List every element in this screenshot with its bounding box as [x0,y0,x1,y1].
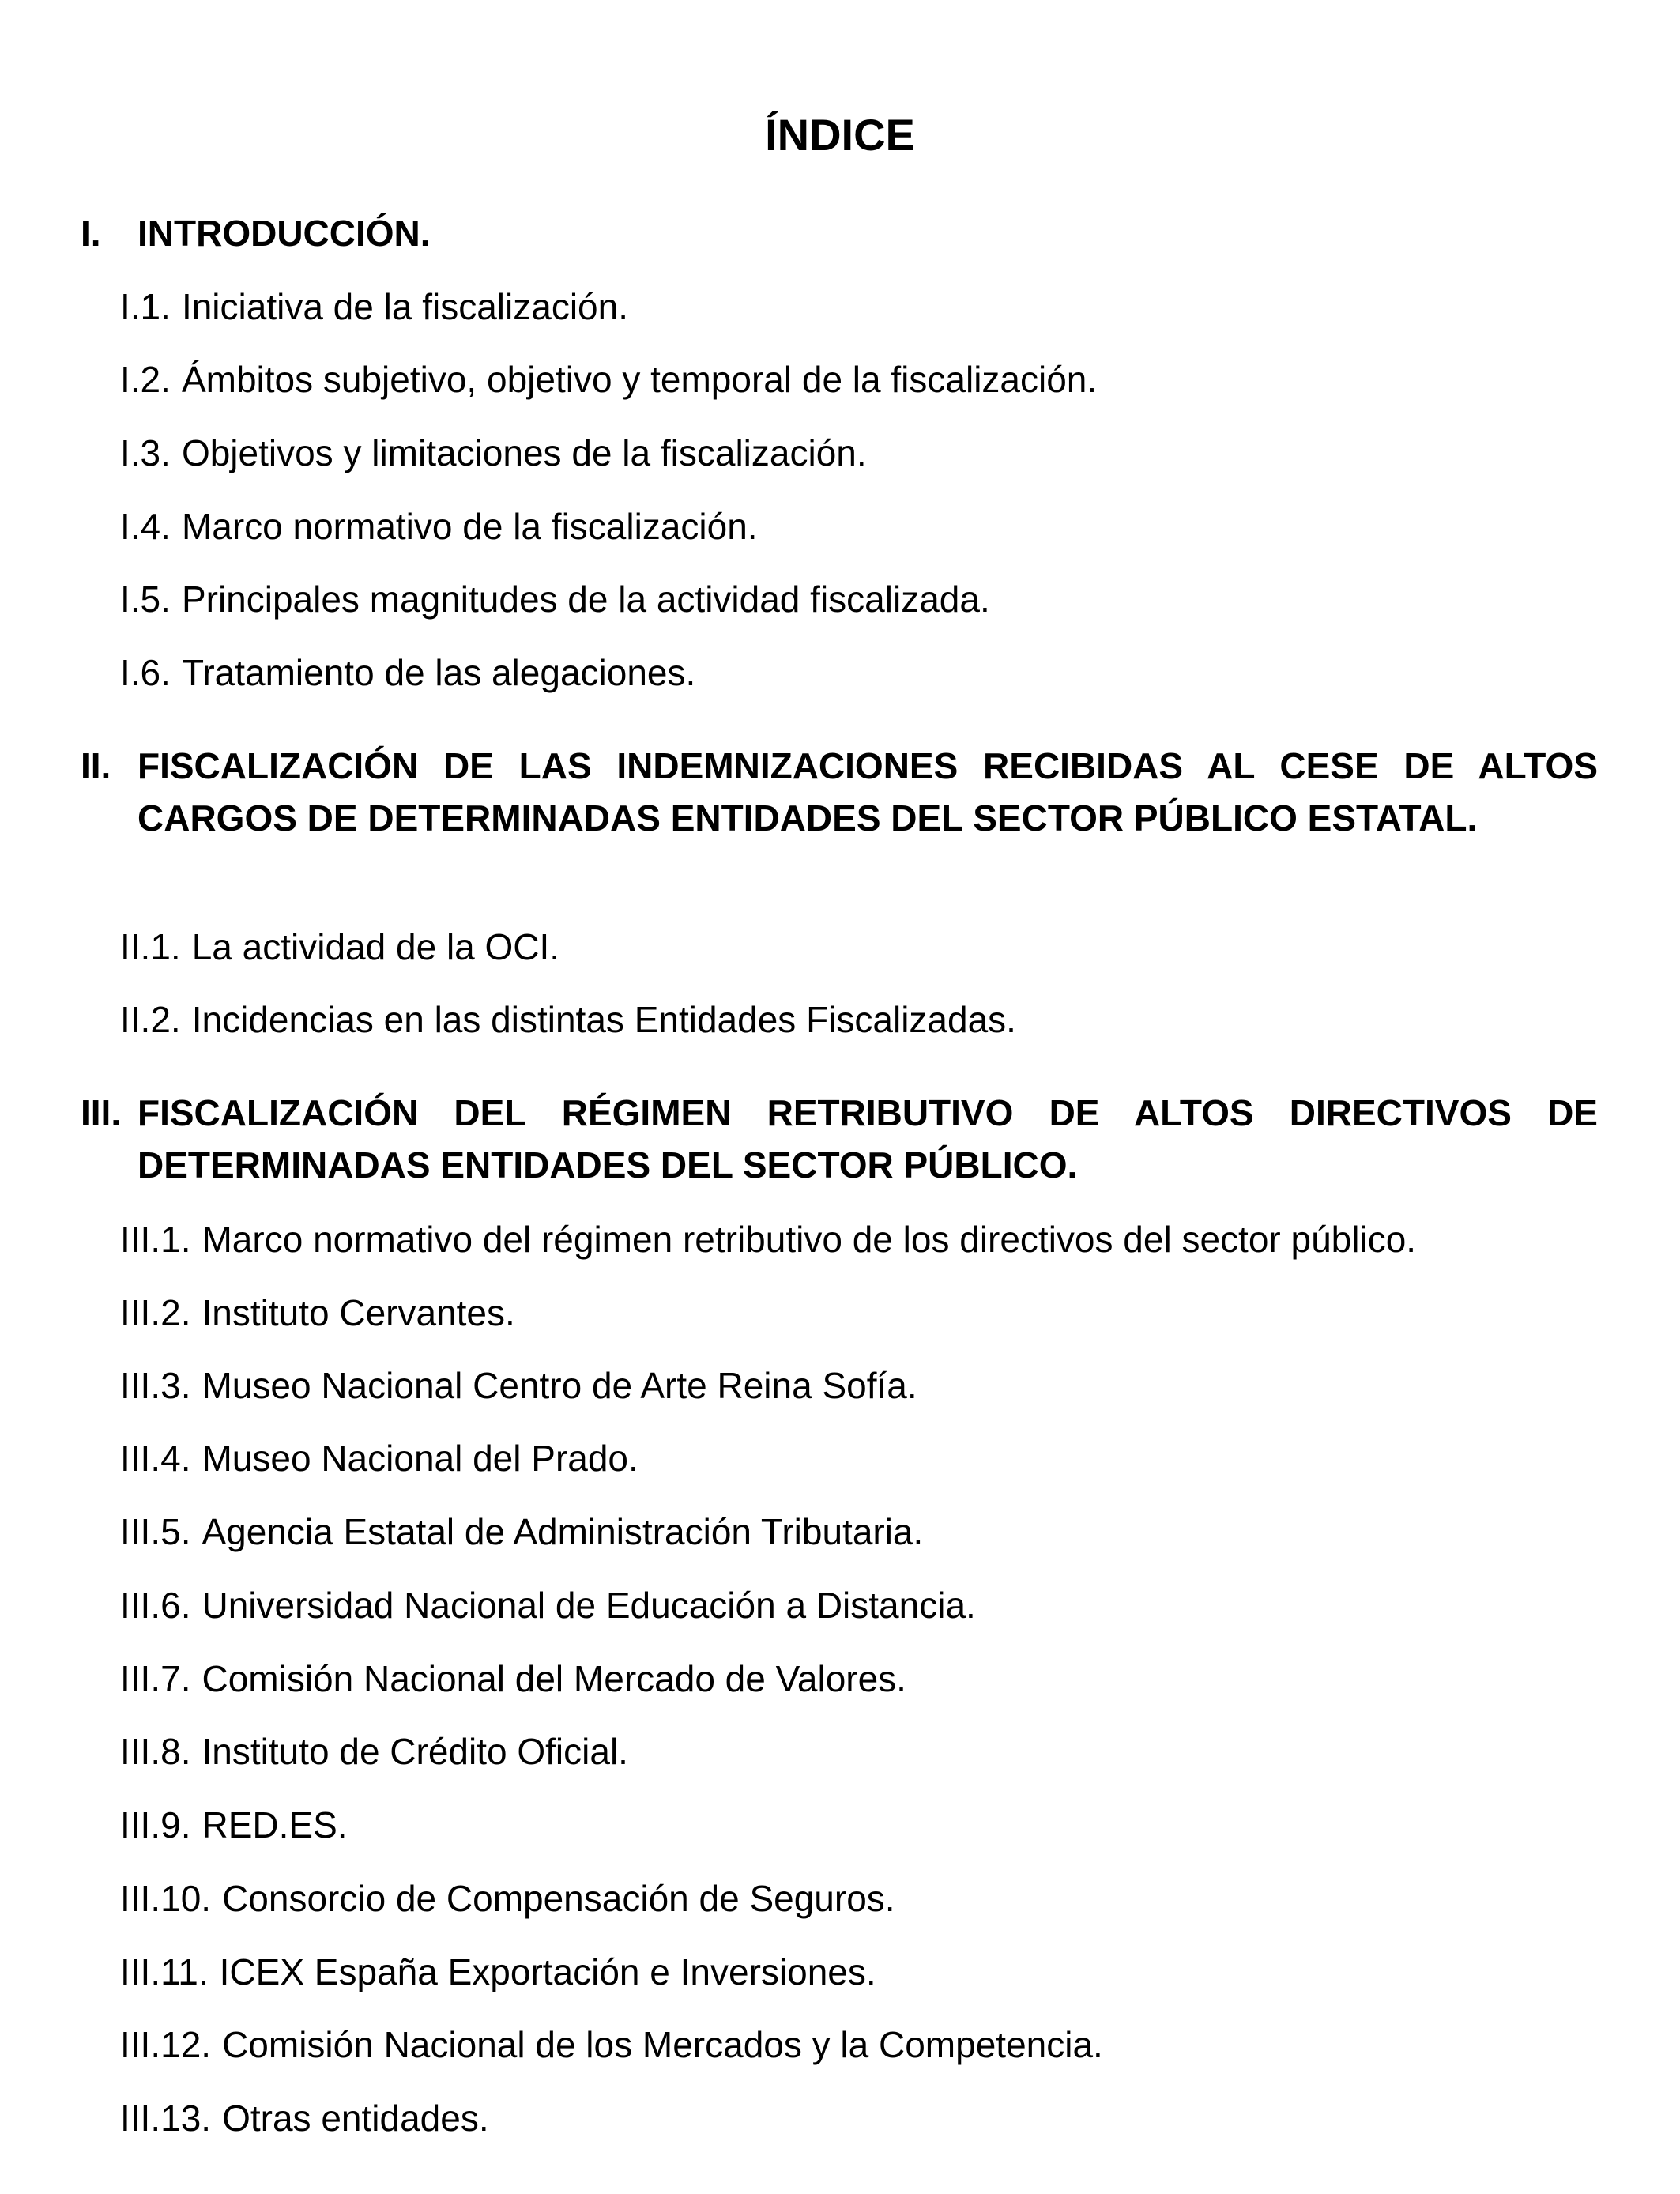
toc-entry [120,1434,638,1482]
entry-text: Principales magnitudes de la actividad fiscalizada. [181,579,990,620]
entry-number: III.3. [120,1365,191,1406]
section-3-heading [81,1087,1598,1191]
toc-entry [120,1216,1416,1263]
toc-entry [120,1289,515,1336]
entry-text: Comisión Nacional de los Mercados y la Competencia. [222,2024,1103,2065]
entry-number: III.2. [120,1292,191,1333]
section-number: III. [81,1092,122,1133]
entry-text: Otras entidades. [222,2098,489,2139]
entry-number: III.6. [120,1585,191,1626]
toc-entry [120,503,758,550]
entry-text: Instituto Cervantes. [202,1292,515,1333]
entry-number: III.4. [120,1438,191,1479]
entry-number: I.3. [120,432,171,473]
toc-entry [120,575,990,623]
entry-number: III.10. [120,1878,212,1919]
entry-text: Universidad Nacional de Educación a Distancia. [202,1585,976,1626]
section-title: FISCALIZACIÓN DE LAS INDEMNIZACIONES RECIBIDAS AL CESE DE ALTOS CARGOS DE DETERMINADAS ENTIDADES DEL SECTOR PÚBLICO ESTATAL. [137,745,1598,839]
toc-entry [120,429,867,477]
toc-entry [120,1728,628,1775]
section-1-heading [81,207,1598,259]
entry-text: Marco normativo del régimen retributivo de los directivos del sector público. [202,1219,1417,1260]
toc-entry [120,1508,923,1555]
entry-text: Museo Nacional Centro de Arte Reina Sofía. [202,1365,917,1406]
section-title: INTRODUCCIÓN. [137,213,431,254]
entry-number: III.7. [120,1658,191,1699]
entry-text: Iniciativa de la fiscalización. [181,286,628,327]
entry-number: I.2. [120,359,171,400]
entry-number: I.5. [120,579,171,620]
section-number: I. [81,213,101,254]
index-title: ÍNDICE [765,110,915,160]
entry-text: Consorcio de Compensación de Seguros. [222,1878,895,1919]
entry-text: ICEX España Exportación e Inversiones. [219,1951,876,1992]
entry-number: I.6. [120,652,171,693]
section-2-heading [81,740,1598,844]
entry-text: Marco normativo de la fiscalización. [181,506,758,547]
entry-number: III.5. [120,1511,191,1552]
entry-number: III.12. [120,2024,212,2065]
toc-entry [120,1801,348,1849]
entry-number: I.4. [120,506,171,547]
entry-text: Incidencias en las distintas Entidades Fiscalizadas. [191,999,1016,1040]
entry-number: III.9. [120,1804,191,1845]
entry-number: II.2. [120,999,181,1040]
toc-entry [120,923,559,971]
entry-text: Instituto de Crédito Oficial. [202,1731,628,1772]
entry-number: III.11. [120,1951,209,1992]
entry-text: Comisión Nacional del Mercado de Valores. [202,1658,906,1699]
toc-entry [120,356,1097,403]
toc-entry [120,1948,876,1996]
entry-number: I.1. [120,286,171,327]
toc-entry [120,2094,489,2142]
entry-number: III.1. [120,1219,191,1260]
toc-entry [120,2021,1103,2068]
entry-text: Objetivos y limitaciones de la fiscalización. [181,432,867,473]
entry-number: II.1. [120,926,181,967]
entry-text: Ámbitos subjetivo, objetivo y temporal de la fiscalización. [181,359,1098,400]
entry-number: III.8. [120,1731,191,1772]
entry-text: Museo Nacional del Prado. [202,1438,638,1479]
toc-entry [120,1581,976,1629]
entry-number: III.13. [120,2098,212,2139]
toc-entry [120,649,695,696]
entry-text: RED.ES. [202,1804,348,1845]
entry-text: La actividad de la OCI. [191,926,560,967]
section-number: II. [81,745,111,786]
section-title: FISCALIZACIÓN DEL RÉGIMEN RETRIBUTIVO DE ALTOS DIRECTIVOS DE DETERMINADAS ENTIDADES DEL SECTOR PÚBLICO. [137,1092,1598,1186]
toc-entry [120,996,1016,1043]
entry-text: Tratamiento de las alegaciones. [181,652,696,693]
toc-entry [120,1655,906,1702]
toc-entry [120,283,628,330]
toc-entry [120,1362,917,1409]
entry-text: Agencia Estatal de Administración Tributaria. [202,1511,924,1552]
toc-entry [120,1875,895,1922]
